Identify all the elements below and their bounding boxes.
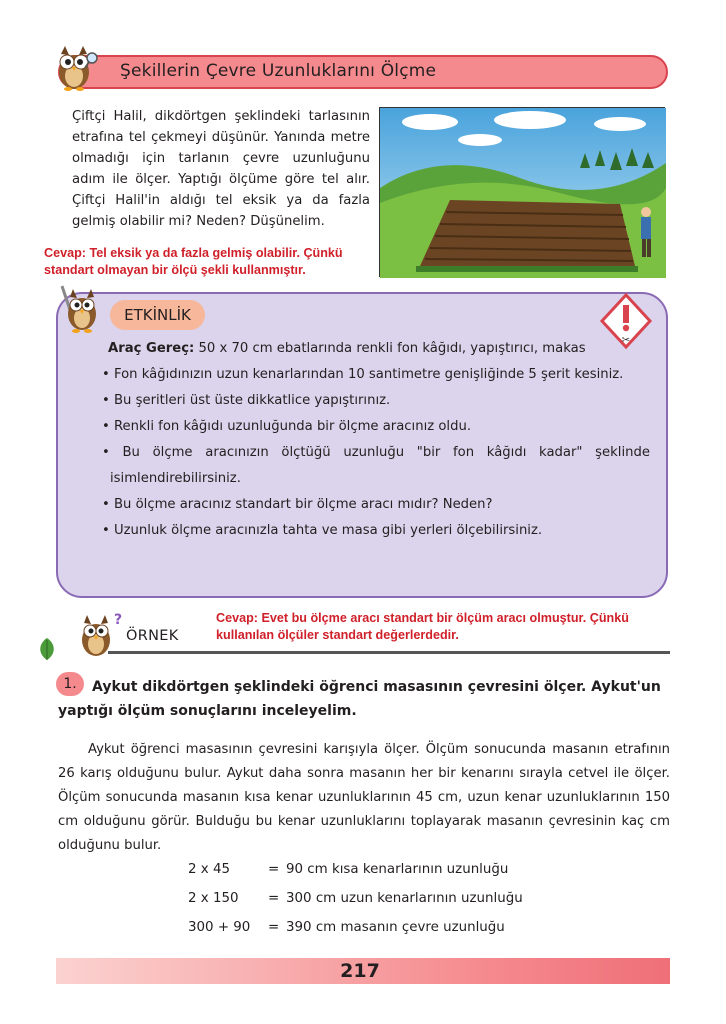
activity-tools: [70, 336, 650, 362]
calc-row: 2 x 150 = 300 cm uzun kenarlarının uzunluğu: [188, 891, 523, 906]
intro-answer: Cevap: Tel eksik ya da fazla gelmiş olabilir. Çünkü standart olmayan bir ölçü şekli kullanmıştır.: [44, 246, 343, 277]
tools-text: 50 x 70 cm ebatlarında renkli fon kâğıdı, yapıştırıcı, makas: [198, 341, 586, 356]
example-answer: Cevap: Evet bu ölçme aracı standart bir ölçüm aracı olmuştur. Çünkü kullanılan ölçüler standart değerlerdedir.: [216, 611, 629, 642]
activity-content: [70, 336, 650, 544]
example-label: ÖRNEK: [126, 628, 179, 644]
example-divider: [108, 651, 670, 654]
activity-item: • Uzunluk ölçme aracınızla tahta ve masa gibi yerleri ölçebilirsiniz.: [102, 523, 543, 538]
activity-item: • Fon kâğıdınızın uzun kenarlarından 10 santimetre genişliğinde 5 şerit kesiniz.: [102, 367, 624, 382]
intro-paragraph: Çiftçi Halil, dikdörtgen şeklindeki tarlasının etrafına tel çekmeyi düşünür. Yanında metre olmadığı için tarlanın çevre uzunluğunu adım ile ölçer. Yaptığı ölçüme göre tel alır. Çiftçi Halil'in aldığı tel eksik ya da fazla gelmiş olabilir mi? Neden? Düşünelim.: [72, 109, 370, 229]
problem-heading: Aykut dikdörtgen şeklindeki öğrenci masasının çevresini ölçer. Aykut'un yaptığı ölçüm sonuçlarını inceleyelim.: [58, 679, 661, 719]
page-title: Şekillerin Çevre Uzunluklarını Ölçme: [120, 61, 437, 81]
calc-row: 300 + 90 = 390 cm masanın çevre uzunluğu: [188, 920, 505, 935]
activity-item: • Renkli fon kâğıdı uzunluğunda bir ölçme aracınız oldu.: [102, 419, 472, 434]
activity-item: • Bu ölçme aracınızın ölçtüğü uzunluğu "bir fon kâğıdı kadar" şeklinde isimlendirebilirsiniz.: [102, 445, 650, 486]
field-illustration: [379, 107, 665, 277]
activity-item: • Bu ölçme aracınız standart bir ölçme aracı mıdır? Neden?: [102, 497, 493, 512]
tools-label: Araç Gereç:: [108, 341, 195, 356]
calc-row: 2 x 45 = 90 cm kısa kenarlarının uzunluğu: [188, 862, 509, 877]
page-number: 217: [340, 960, 380, 982]
svg-text:✂: ✂: [621, 335, 631, 346]
problem-number: 1.: [56, 672, 84, 696]
owl-magnifier-icon: [52, 42, 98, 92]
activity-label: ETKİNLİK: [110, 300, 205, 330]
activity-item: • Bu şeritleri üst üste dikkatlice yapıştırınız.: [102, 393, 391, 408]
svg-text:?: ?: [114, 612, 123, 628]
leaf-icon: [36, 636, 58, 662]
owl-pencil-icon: [58, 284, 104, 334]
problem-body: Aykut öğrenci masasının çevresini karışıyla ölçer. Ölçüm sonucunda masanın etrafının 26 karış olduğunu bulur. Aykut daha sonra masanın her bir kenarını sırayla cetvel ile ölçer. Ölçüm sonucunda masanın kısa kenar uzunluklarının 45 cm, uzun kenar uzunluklarının 150 cm olduğunu görür. Bulduğu bu kenar uzunluklarını toplayarak masanın çevresinin kaç cm olduğunu bulur.: [58, 742, 670, 853]
